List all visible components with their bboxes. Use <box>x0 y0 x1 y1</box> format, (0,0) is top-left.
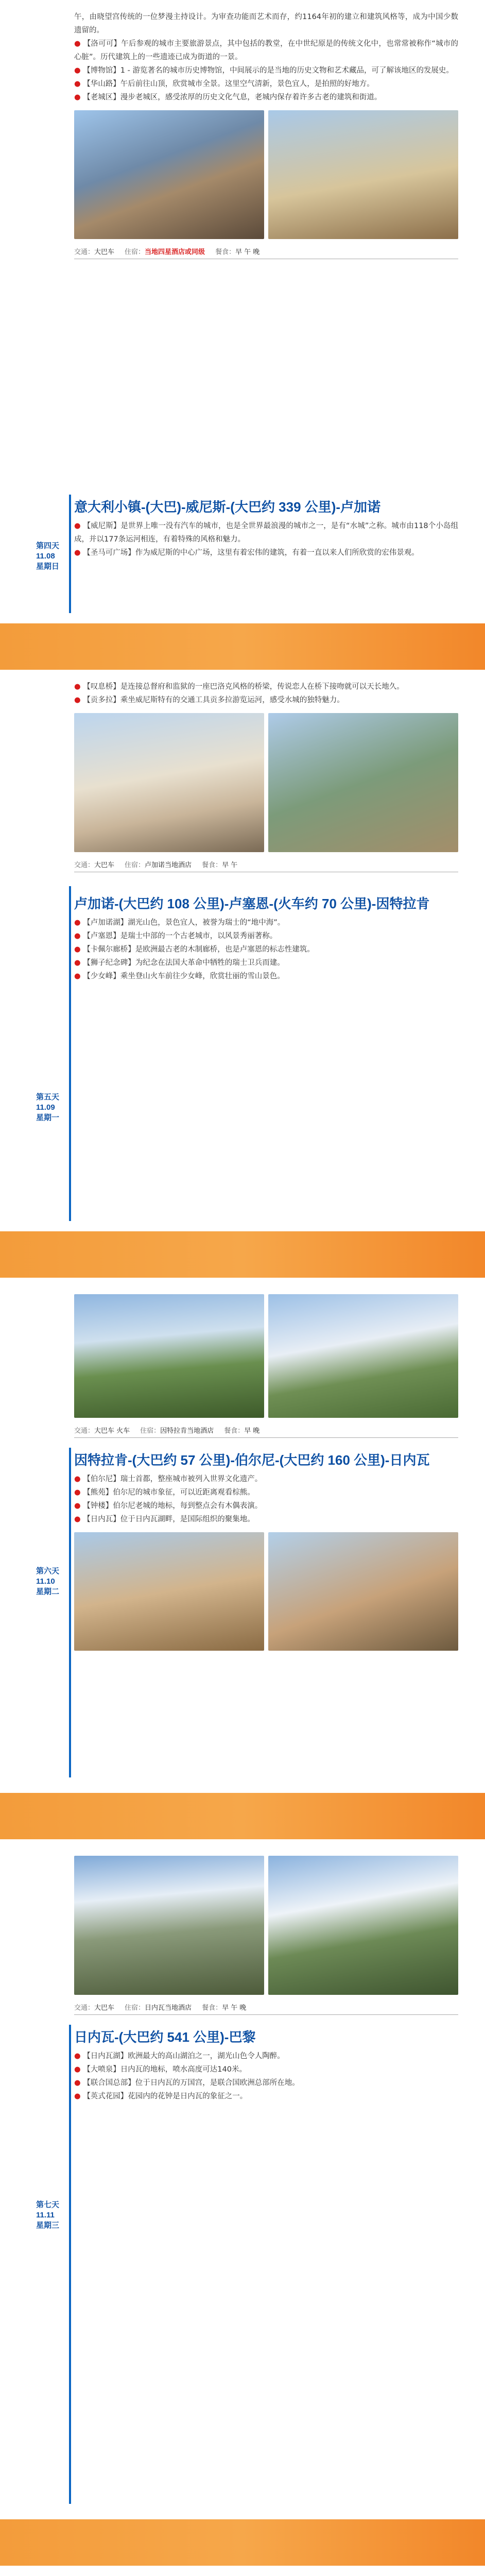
bullet-icon: ● <box>74 683 81 691</box>
photo-row <box>74 713 458 852</box>
day-title: 日内瓦-(大巴约 541 公里)-巴黎 <box>74 2029 256 2045</box>
day-label: 第四天 11.08 星期日 <box>36 541 60 571</box>
alps-photo <box>74 1856 264 1995</box>
bullet-item: ● 【洛可可】午后参观的城市主要旅游景点，其中包括的教堂，在中世纪原是的传统文化中，也常常被称作“城市的心脏”。历代建筑上的一些遗迹已成为街道的一景。 <box>74 40 459 61</box>
bullet-icon: ● <box>74 522 81 530</box>
bullet-icon: ● <box>74 40 81 48</box>
bullet-icon: ● <box>74 2065 81 2074</box>
bullet-icon: ● <box>74 1515 81 1523</box>
section-divider <box>0 2519 485 2566</box>
bullet-item: ● 【联合国总部】位于日内瓦的万国宫，是联合国欧洲总部所在地。 <box>74 2079 300 2087</box>
bern-photo <box>74 1532 264 1651</box>
section-3 <box>0 1278 485 1793</box>
info-bar: 交通：大巴车 住宿：日内瓦当地酒店 餐食：早 午 晚 <box>74 1999 458 2015</box>
bullet-item: ● 【熊苑】伯尔尼的城市象征，可以近距离观看棕熊。 <box>74 1488 255 1497</box>
bullet-item: ● 【贡多拉】乘坐威尼斯特有的交通工具贡多拉游览运河，感受水城的独特魅力。 <box>74 696 344 704</box>
venice-photo <box>74 713 264 852</box>
day-label: 第五天 11.09 星期一 <box>36 1093 60 1122</box>
bullet-icon: ● <box>74 549 81 557</box>
bullet-icon: ● <box>74 93 81 101</box>
day-label: 第七天 11.11 星期三 <box>36 2200 60 2230</box>
bullet-icon: ● <box>74 972 81 980</box>
bullet-icon: ● <box>74 959 81 967</box>
architecture-photo <box>268 110 458 239</box>
bullet-item: ● 【钟楼】伯尔尼老城的地标，每到整点会有木偶表演。 <box>74 1502 263 1510</box>
bullet-item: ● 【华山路】午后前往山顶，欣赏城市全景。这里空气清新，景色宜人，是拍照的好地方。 <box>74 80 374 88</box>
section-divider <box>0 623 485 670</box>
bullet-item: ● 【英式花园】花园内的花钟是日内瓦的象征之一。 <box>74 2092 248 2100</box>
bullet-item: ● 【狮子纪念碑】为纪念在法国大革命中牺牲的瑞士卫兵而建。 <box>74 959 285 967</box>
bullet-item: ● 【日内瓦】位于日内瓦湖畔，是国际组织的聚集地。 <box>74 1515 255 1523</box>
section-4 <box>0 1839 485 2519</box>
photo-row <box>74 1856 458 1995</box>
bullet-item: ● 【大喷泉】日内瓦的地标，喷水高度可达140米。 <box>74 2065 247 2074</box>
bullet-item: ● 【卢塞恩】是瑞士中部的一个古老城市，以风景秀丽著称。 <box>74 932 278 940</box>
section-1 <box>0 0 485 623</box>
info-bar: 交通：大巴车 住宿：当地四星酒店或同级 餐食：早 午 晚 <box>74 243 458 259</box>
bullet-item: ● 【博物馆】1 - 游览著名的城市历史博物馆，中间展示的是当地的历史文物和艺术藏品，可了解该地区的发展史。 <box>74 66 454 75</box>
bullet-icon: ● <box>74 2052 81 2060</box>
bullet-item: ● 【卡佩尔廊桥】是欧洲最古老的木制廊桥，也是卢塞恩的标志性建筑。 <box>74 945 315 954</box>
bullet-item: ● 【老城区】漫步老城区，感受浓厚的历史文化气息，老城内保存着许多古老的建筑和街道。 <box>74 93 382 101</box>
bullet-item: ● 【少女峰】乘坐登山火车前往少女峰，欣赏壮丽的雪山景色。 <box>74 972 285 980</box>
valley-photo <box>268 1856 458 1995</box>
bullet-icon: ● <box>74 66 81 75</box>
day-title: 意大利小镇-(大巴)-威尼斯-(大巴约 339 公里)-卢加诺 <box>74 499 381 515</box>
bullet-item: ● 【伯尔尼】瑞士首都，整座城市被列入世界文化遗产。 <box>74 1475 263 1483</box>
day-label: 第六天 11.10 星期二 <box>36 1567 60 1596</box>
mountain-photo <box>268 1294 458 1418</box>
info-bar: 交通：大巴车 火车 住宿：因特拉肯当地酒店 餐食：早 晚 <box>74 1422 458 1438</box>
bullet-item: ● 【日内瓦湖】欧洲最大的高山湖泊之一，湖光山色令人陶醉。 <box>74 2052 285 2060</box>
section-divider <box>0 1231 485 1278</box>
day-title: 因特拉肯-(大巴约 57 公里)-伯尔尼-(大巴约 160 公里)-日内瓦 <box>74 1452 430 1468</box>
bullet-icon: ● <box>74 945 81 954</box>
bullet-item: ● 【叹息桥】是连接总督府和监狱的一座巴洛克风格的桥梁，传说恋人在桥下接吻就可以天长地久。 <box>74 683 404 691</box>
bullet-item: ● 【卢加诺湖】湖光山色，景色宜人，被誉为瑞士的“地中海”。 <box>74 919 285 927</box>
intro-text: 午，由晓望宫传统的一位梦漫主持设计。为审查功能而艺术而存，约1164年初的建立和建筑风格等，成为中国少数遗留的。 <box>74 13 458 35</box>
bullet-icon: ● <box>74 1488 81 1497</box>
section-5 <box>0 2566 485 2576</box>
bullet-icon: ● <box>74 932 81 940</box>
bullet-icon: ● <box>74 696 81 704</box>
section-divider <box>0 1793 485 1839</box>
bullet-icon: ● <box>74 1475 81 1483</box>
bullet-item: ● 【圣马可广场】作为威尼斯的中心广场，这里有着宏伟的建筑，有着一直以来人们所欣赏的宏伟景观。 <box>74 549 419 557</box>
day-title: 卢加诺-(大巴约 108 公里)-卢塞恩-(火车约 70 公里)-因特拉肯 <box>74 896 430 911</box>
photo-row <box>74 1532 458 1651</box>
photo-row <box>74 110 458 239</box>
bullet-icon: ● <box>74 2092 81 2100</box>
bullet-icon: ● <box>74 80 81 88</box>
info-bar: 交通：大巴车 住宿：卢加诺当地酒店 餐食：早 午 <box>74 856 458 872</box>
bullet-item: ● 【威尼斯】是世界上唯一没有汽车的城市，也是全世界最浪漫的城市之一，是有“水城”之称。城市由118个小岛组成，并以177条运河相连，有着特殊的风格和魅力。 <box>74 522 459 544</box>
canal-photo <box>268 713 458 852</box>
lake-photo <box>74 1294 264 1418</box>
section-2 <box>0 670 485 1231</box>
bullet-icon: ● <box>74 2079 81 2087</box>
photo-row <box>74 1294 458 1418</box>
bullet-icon: ● <box>74 1502 81 1510</box>
city-photo <box>74 110 264 239</box>
bullet-icon: ● <box>74 919 81 927</box>
oldtown-photo <box>268 1532 458 1651</box>
